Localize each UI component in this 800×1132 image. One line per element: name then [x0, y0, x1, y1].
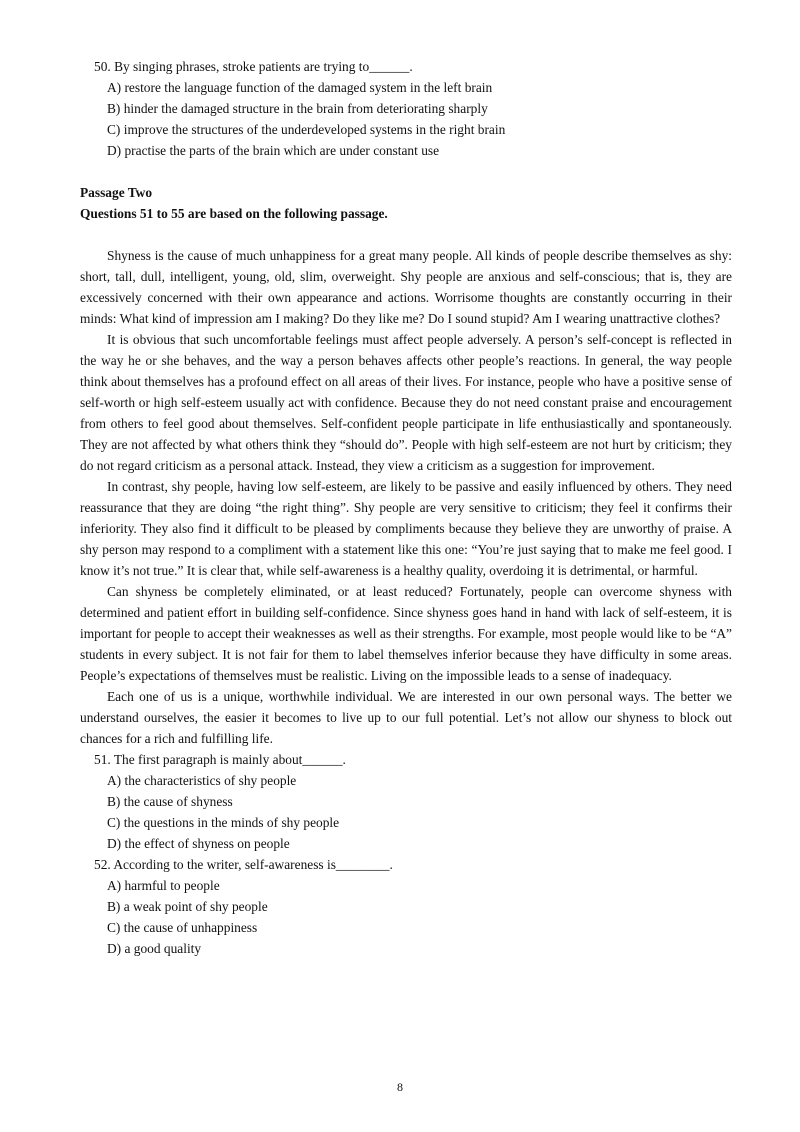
question-52-stem: 52. According to the writer, self-awareness is________.	[94, 857, 393, 872]
passage-title: Passage Two	[80, 185, 153, 200]
passage-paragraph: Each one of us is a unique, worthwhile individual. We are interested in our own personal ways. The better we understand ourselves, the easier it becomes to live up to our full potential. Let’s not allow our shyness to block out chances for a rich and fulfilling life.	[80, 689, 732, 746]
question-51	[80, 749, 732, 854]
question-51-option-b: B) the cause of shyness	[107, 794, 233, 809]
question-51-option-a: A) the characteristics of shy people	[107, 773, 297, 788]
question-52-option-c: C) the cause of unhappiness	[107, 920, 258, 935]
passage-paragraph: In contrast, shy people, having low self-esteem, are likely to be passive and easily influenced by others. They need reassurance that they are doing “the right thing”. Shy people are very sensitive to criticism; they feel it confirms their inferiority. They also find it difficult to be pleased by compliments because they believe they are unworthy of praise. A shy person may respond to a compliment with a statement like this one: “You’re just saying that to make me feel good. I know it’s not true.” It is clear that, while self-awareness is a healthy quality, overdoing it is detrimental, or harmful.	[80, 479, 732, 578]
question-51-option-c: C) the questions in the minds of shy people	[107, 815, 340, 830]
question-52-option-a: A) harmful to people	[107, 878, 220, 893]
question-50	[80, 56, 732, 161]
question-50-option-b: B) hinder the damaged structure in the brain from deteriorating sharply	[107, 101, 488, 116]
question-50-option-a: A) restore the language function of the damaged system in the left brain	[107, 80, 493, 95]
question-51-option-d: D) the effect of shyness on people	[107, 836, 290, 851]
question-50-stem: 50. By singing phrases, stroke patients are trying to______.	[94, 59, 413, 74]
question-51-stem: 51. The first paragraph is mainly about______.	[94, 752, 346, 767]
passage-paragraph: Can shyness be completely eliminated, or at least reduced? Fortunately, people can overcome shyness with determined and patient effort in building self-confidence. Since shyness goes hand in hand with lack of self-esteem, it is important for people to accept their weaknesses as well as their strengths. For example, most people would like to be “A” students in every subject. It is not fair for them to label themselves inferior because they have difficulty in some areas. People’s expectations of themselves must be realistic. Living on the impossible leads to a sense of inadequacy.	[80, 584, 732, 683]
passage-paragraph: Shyness is the cause of much unhappiness for a great many people. All kinds of people describe themselves as shy: short, tall, dull, intelligent, young, old, slim, overweight. Shy people are anxious and self-conscious; that is, they are excessively concerned with their own appearance and actions. Worrisome thoughts are constantly occurring in their minds: What kind of impression am I making? Do they like me? Do I sound stupid? Am I wearing unattractive clothes?	[80, 248, 732, 326]
passage-paragraph: It is obvious that such uncomfortable feelings must affect people adversely. A person’s self-concept is reflected in the way he or she behaves, and the way a person behaves affects other people’s reactions. In general, the way people think about themselves has a profound effect on all areas of their lives. For instance, people who have a positive sense of self-worth or high self-esteem usually act with confidence. Because they do not need constant praise and encouragement from others to feel good about themselves. Self-confident people participate in life enthusiastically and spontaneously. They are not affected by what others think they “should do”. People with high self-esteem are not hurt by criticism; they do not regard criticism as a personal attack. Instead, they view a criticism as a suggestion for improvement.	[80, 332, 732, 473]
question-50-option-d: D) practise the parts of the brain which are under constant use	[107, 143, 440, 158]
page-number: 8	[397, 1080, 403, 1094]
question-52	[80, 854, 732, 959]
spacer	[80, 161, 732, 182]
passage-instruction: Questions 51 to 55 are based on the following passage.	[80, 206, 388, 221]
document-page	[80, 56, 732, 959]
question-52-option-d: D) a good quality	[107, 941, 202, 956]
question-52-option-b: B) a weak point of shy people	[107, 899, 268, 914]
spacer	[80, 224, 732, 245]
passage-body	[80, 245, 732, 749]
question-50-option-c: C) improve the structures of the underdeveloped systems in the right brain	[107, 122, 506, 137]
